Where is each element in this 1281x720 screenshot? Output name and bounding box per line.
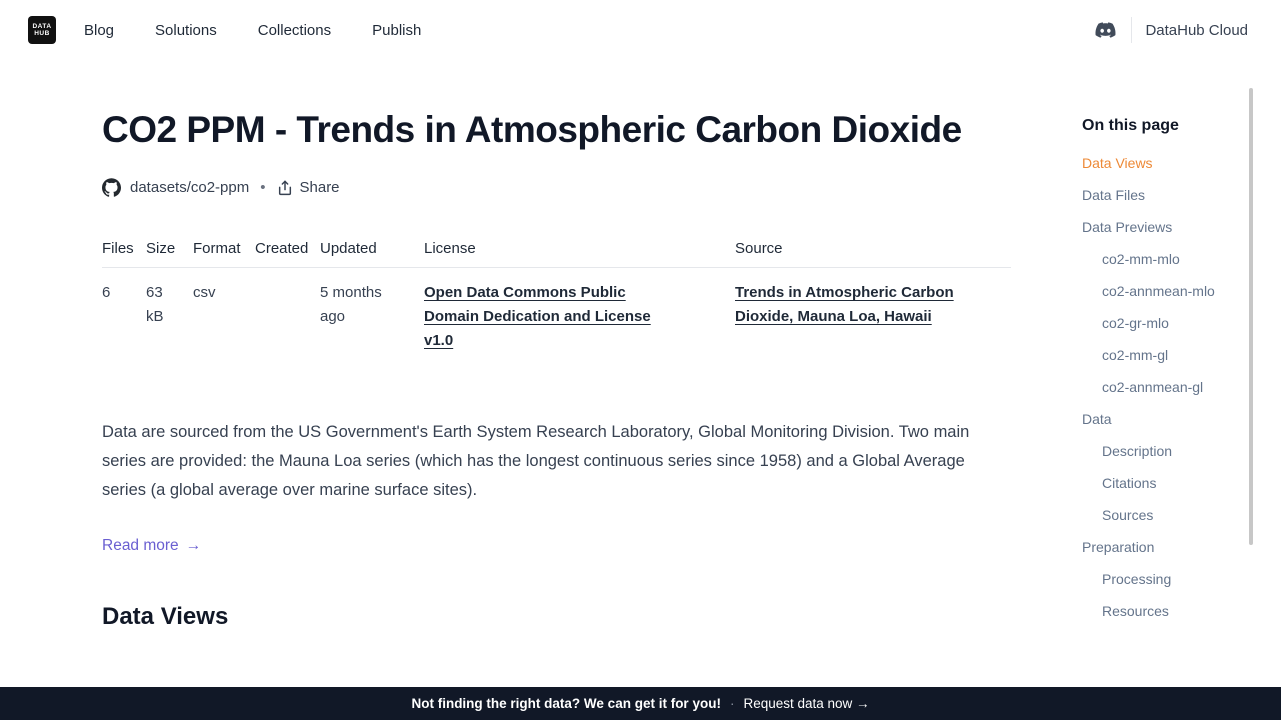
toc-item-co2-annmean-gl[interactable]: co2-annmean-gl (1102, 379, 1204, 395)
toc-item-co2-gr-mlo[interactable]: co2-gr-mlo (1102, 315, 1169, 331)
dataset-info-table (102, 240, 1011, 353)
col-header-size: Size (146, 240, 176, 257)
read-more-link[interactable] (102, 537, 201, 555)
scrollbar-thumb[interactable] (1249, 88, 1253, 545)
col-header-format: Format (193, 240, 241, 257)
col-header-source: Source (735, 240, 783, 257)
nav-link-collections[interactable]: Collections (257, 21, 332, 39)
request-data-link[interactable]: Request data now → (743, 696, 870, 711)
datahub-cloud-link[interactable]: DataHub Cloud (1145, 21, 1248, 39)
col-header-created: Created (255, 240, 309, 257)
logo-text-bottom: HUB (34, 30, 50, 37)
data-views-heading: Data Views (102, 603, 229, 630)
meta-row (102, 178, 1011, 197)
datahub-logo[interactable] (28, 16, 56, 44)
logo-text-top: DATA (32, 22, 52, 30)
cell-updated: 5 months ago (320, 284, 382, 325)
share-button[interactable] (277, 179, 340, 196)
nav-right (1093, 17, 1248, 43)
meta-separator: • (260, 179, 266, 196)
cell-license (424, 281, 735, 353)
cell-size: 63 kB (146, 284, 164, 325)
toc-list (1082, 154, 1252, 620)
main-content (102, 0, 1011, 631)
col-header-files: Files (102, 240, 134, 257)
col-header-updated: Updated (320, 240, 377, 257)
toc-item-processing[interactable]: Processing (1102, 571, 1172, 587)
page-title: CO2 PPM - Trends in Atmospheric Carbon Dioxide (102, 109, 962, 150)
table-header-row (102, 240, 1011, 268)
discord-icon[interactable] (1093, 20, 1118, 40)
toc-item-citations[interactable]: Citations (1102, 475, 1157, 491)
source-link[interactable]: Trends in Atmospheric Carbon Dioxide, Mauna Loa, Hawaii (735, 284, 954, 325)
cell-files: 6 (102, 284, 111, 301)
share-icon (277, 180, 293, 196)
cell-created (255, 281, 320, 353)
nav-divider (1131, 17, 1132, 43)
toc-item-sources[interactable]: Sources (1102, 507, 1154, 523)
dataset-description: Data are sourced from the US Government's Earth System Research Laboratory, Global Monitoring Division. Two main series are provided: the Mauna Loa series (which has the longest continuous series since 1958) and a Global Average series (a global average over marine surface sites). (102, 423, 970, 499)
cell-source (735, 281, 1011, 353)
toc-item-co2-mm-mlo[interactable]: co2-mm-mlo (1102, 251, 1180, 267)
github-icon (102, 178, 121, 197)
on-this-page (1082, 116, 1252, 634)
toc-item-resources[interactable]: Resources (1102, 603, 1169, 619)
nav-link-publish[interactable]: Publish (372, 21, 422, 39)
banner-separator: · (729, 696, 735, 711)
read-more-label: Read more (102, 537, 179, 554)
arrow-right-icon: → (185, 537, 202, 554)
repo-link[interactable]: datasets/co2-ppm (130, 179, 250, 196)
table-row (102, 268, 1011, 353)
license-link[interactable]: Open Data Commons Public Domain Dedication and License v1.0 (424, 284, 651, 349)
toc-item-data-files[interactable]: Data Files (1082, 187, 1146, 203)
request-data-banner (0, 687, 1281, 720)
toc-title: On this page (1082, 117, 1179, 134)
banner-message: Not finding the right data? We can get it for you! (411, 696, 721, 711)
nav-link-blog[interactable]: Blog (84, 21, 115, 39)
toc-item-description[interactable]: Description (1102, 443, 1173, 459)
toc-item-preparation[interactable]: Preparation (1082, 539, 1155, 555)
toc-item-data-previews[interactable]: Data Previews (1082, 219, 1173, 235)
nav-link-solutions[interactable]: Solutions (155, 21, 217, 39)
col-header-license: License (424, 240, 476, 257)
toc-item-co2-mm-gl[interactable]: co2-mm-gl (1102, 347, 1169, 363)
cell-format: csv (193, 284, 216, 301)
share-label: Share (299, 179, 340, 196)
toc-item-co2-annmean-mlo[interactable]: co2-annmean-mlo (1102, 283, 1215, 299)
toc-item-data-views[interactable]: Data Views (1082, 155, 1153, 171)
toc-item-data[interactable]: Data (1082, 411, 1112, 427)
